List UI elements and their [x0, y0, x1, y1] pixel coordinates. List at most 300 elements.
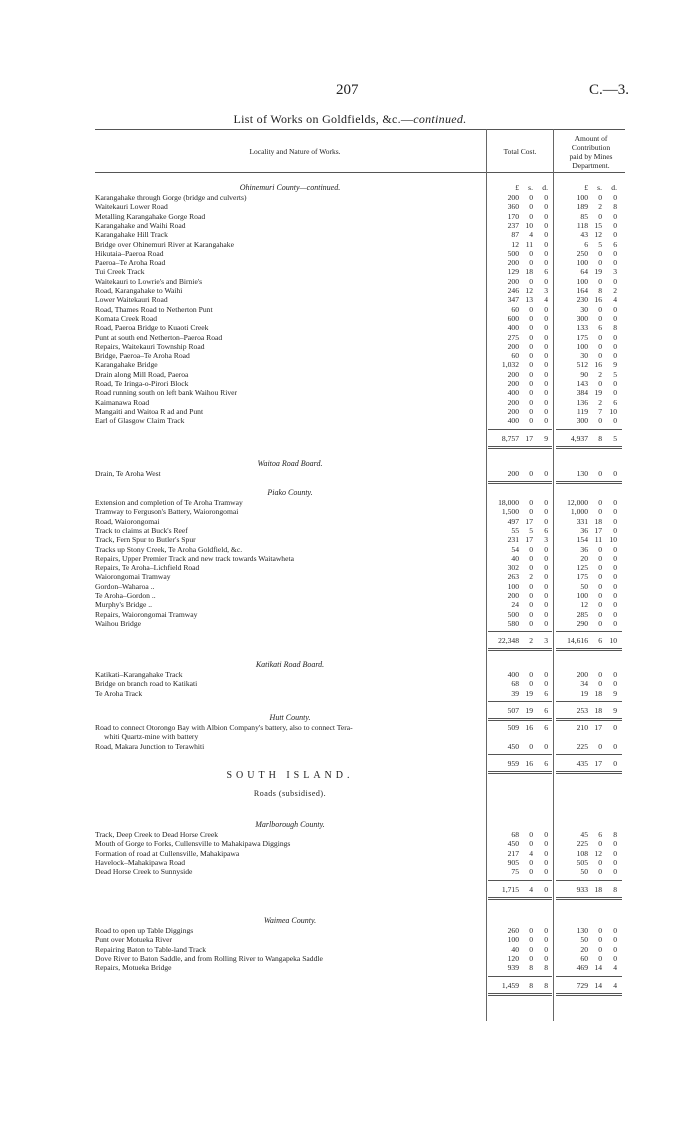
- contribution-shillings: 0: [598, 258, 602, 268]
- work-locality: Tui Creek Track: [95, 267, 145, 277]
- total-cost-pounds: 12: [511, 239, 519, 249]
- contribution-pence: 0: [613, 276, 617, 286]
- contribution-pounds: 118: [576, 220, 588, 230]
- section-heading: Piako County.: [267, 488, 313, 497]
- contribution-shillings: 17: [594, 723, 602, 732]
- section-total-contribution-pounds: 253: [576, 705, 588, 715]
- total-cost-pence: 0: [544, 848, 548, 858]
- total-cost-shillings: 0: [529, 839, 533, 849]
- total-cost-shillings: 0: [529, 600, 533, 610]
- contribution-shillings: 0: [598, 507, 602, 517]
- work-locality: Road, Te Iringa-o-Pirori Block: [95, 379, 189, 388]
- total-cost-pounds: 54: [511, 544, 519, 554]
- contribution-pounds: 143: [576, 379, 588, 388]
- currency-row: [0, 183, 700, 192]
- total-cost-pence: 0: [544, 572, 548, 582]
- total-cost-pounds: 275: [507, 332, 519, 342]
- contribution-shillings: 0: [598, 935, 602, 945]
- section-total-cost-pence: 6: [544, 705, 548, 715]
- section-total-contribution-pence: 10: [609, 636, 617, 646]
- total-cost-pounds: 170: [507, 211, 519, 221]
- table-row: [0, 267, 700, 276]
- total-cost-pence: 0: [544, 258, 548, 268]
- table-row: [0, 249, 700, 258]
- work-locality: Road, Makara Junction to Terawhiti: [95, 741, 205, 751]
- contribution-pence: 0: [613, 211, 617, 221]
- contribution-pounds: 164: [576, 286, 588, 295]
- table-row: [0, 314, 700, 323]
- section-total-cost-shillings: 8: [529, 980, 533, 990]
- contribution-pence: 0: [613, 839, 617, 849]
- roads-subheading: Roads (subsidised).: [253, 789, 327, 798]
- contribution-pounds: 85: [580, 211, 588, 221]
- total-cost-shillings: 17: [525, 516, 533, 526]
- table-row: [0, 398, 700, 407]
- section-total-row: [0, 885, 700, 894]
- total-cost-pounds: 200: [507, 591, 519, 600]
- contribution-shillings: 0: [598, 581, 602, 591]
- total-cost-pence: 0: [544, 679, 548, 689]
- work-locality: Te Aroha–Gordon ..: [95, 591, 156, 600]
- total-cost-shillings: 0: [529, 609, 533, 619]
- total-cost-shillings: 0: [529, 323, 533, 333]
- work-locality: Repairing Baton to Table-land Track: [95, 944, 207, 954]
- table-row: [0, 935, 700, 944]
- work-locality: Tramway to Ferguson's Battery, Waiorongomai: [95, 507, 239, 517]
- header-total: Total Cost.: [503, 147, 537, 156]
- total-cost-pounds: 200: [507, 193, 519, 202]
- contribution-shillings: 0: [598, 544, 602, 554]
- total-cost-pounds: 129: [507, 267, 519, 277]
- contribution-pounds: 175: [576, 332, 588, 342]
- contribution-shillings: 6: [598, 323, 602, 333]
- contribution-shillings: 11: [594, 535, 602, 545]
- contribution-pence: 0: [613, 723, 617, 732]
- work-locality: Track, Deep Creek to Dead Horse Creek: [95, 830, 219, 839]
- subtotal-rule-total: [488, 880, 552, 881]
- double-rule-total: [488, 648, 552, 651]
- contribution-pence: 0: [613, 741, 617, 751]
- total-cost-shillings: 0: [529, 360, 533, 370]
- contribution-shillings: 0: [598, 563, 602, 573]
- currency-total-pence: d.: [542, 183, 548, 192]
- table-row: [0, 517, 700, 526]
- contribution-pounds: 300: [576, 416, 588, 426]
- contribution-shillings: 17: [594, 525, 602, 535]
- table-row: [0, 732, 700, 741]
- contribution-pence: 0: [613, 388, 617, 398]
- section-total-cost-pence: 9: [544, 433, 548, 443]
- total-cost-pounds: 939: [507, 963, 519, 973]
- contribution-pounds: 100: [576, 341, 588, 351]
- total-cost-pounds: 400: [507, 388, 519, 398]
- total-cost-shillings: 12: [525, 286, 533, 295]
- work-locality: Road, Karangahake to Waihi: [95, 286, 183, 295]
- total-cost-shillings: 0: [529, 406, 533, 416]
- contribution-pounds: 175: [576, 572, 588, 582]
- table-row: [0, 286, 700, 295]
- section-total-contribution-shillings: 18: [594, 705, 602, 715]
- currency-total-pounds: £: [515, 183, 519, 192]
- total-cost-pounds: 200: [507, 369, 519, 379]
- contribution-pounds: 108: [576, 848, 588, 858]
- total-cost-pence: 0: [544, 193, 548, 202]
- table-row: [0, 360, 700, 369]
- contribution-pounds: 331: [576, 516, 588, 526]
- section-total-contribution-pence: 9: [613, 705, 617, 715]
- contribution-pence: 0: [613, 563, 617, 573]
- total-cost-pounds: 1,500: [501, 507, 519, 517]
- section-heading: Katikati Road Board.: [255, 660, 325, 669]
- contribution-shillings: 0: [598, 839, 602, 849]
- contribution-shillings: 0: [598, 416, 602, 426]
- contribution-shillings: 0: [598, 498, 602, 507]
- contribution-shillings: 16: [594, 295, 602, 305]
- contribution-pence: 0: [613, 857, 617, 867]
- section-total-contribution-pounds: 933: [576, 884, 588, 894]
- total-cost-pence: 0: [544, 618, 548, 628]
- work-locality: Dove River to Baton Saddle, and from Rolling River to Wangapeka Saddle: [95, 953, 323, 963]
- contribution-pence: 0: [613, 220, 617, 230]
- total-cost-pounds: 200: [507, 469, 519, 478]
- section-total-contribution-shillings: 6: [598, 636, 602, 646]
- table-row: [0, 582, 700, 591]
- currency-contribution-shillings: s.: [597, 183, 602, 192]
- table-row: [0, 277, 700, 286]
- work-locality: Waitekauri to Lowrie's and Birnie's: [95, 276, 203, 286]
- total-cost-pence: 0: [544, 276, 548, 286]
- total-cost-pence: 4: [544, 295, 548, 305]
- total-cost-shillings: 0: [529, 258, 533, 268]
- table-row: [0, 963, 700, 972]
- contribution-pence: 0: [613, 848, 617, 858]
- total-cost-pence: 0: [544, 926, 548, 935]
- section-total-contribution-pence: 4: [613, 980, 617, 990]
- total-cost-pounds: 24: [511, 600, 519, 610]
- contribution-pounds: 20: [580, 553, 588, 563]
- contribution-pounds: 119: [576, 406, 588, 416]
- double-rule-contribution: [556, 718, 622, 721]
- table-row: [0, 240, 700, 249]
- work-locality: Repairs, Waiorongomai Tramway: [95, 609, 198, 619]
- work-locality: Te Aroha Track: [95, 688, 143, 698]
- subtotal-rule-contribution: [556, 631, 622, 632]
- contribution-pence: 10: [609, 535, 617, 545]
- contribution-pounds: 130: [576, 469, 588, 478]
- double-rule-total: [488, 897, 552, 900]
- total-cost-pounds: 600: [507, 313, 519, 323]
- total-cost-pounds: 509: [507, 723, 519, 732]
- table-row: [0, 416, 700, 425]
- work-locality: Karangahake and Waihi Road: [95, 220, 186, 230]
- total-cost-pounds: 246: [507, 286, 519, 295]
- contribution-shillings: 0: [598, 341, 602, 351]
- total-cost-pence: 0: [544, 830, 548, 839]
- subtotal-rule-total: [488, 701, 552, 702]
- contribution-pounds: 250: [576, 248, 588, 258]
- total-cost-pence: 0: [544, 670, 548, 679]
- table-row: [0, 305, 700, 314]
- table-row: [0, 679, 700, 688]
- total-cost-shillings: 0: [529, 211, 533, 221]
- total-cost-pounds: 400: [507, 323, 519, 333]
- table-row: [0, 333, 700, 342]
- total-cost-shillings: 0: [529, 741, 533, 751]
- contribution-pounds: 225: [576, 741, 588, 751]
- table-row: [0, 689, 700, 698]
- contribution-pounds: 34: [580, 679, 588, 689]
- contribution-pounds: 43: [580, 230, 588, 240]
- section-total-contribution-pounds: 4,937: [570, 433, 588, 443]
- contribution-shillings: 15: [594, 220, 602, 230]
- contribution-pounds: 100: [576, 591, 588, 600]
- contribution-shillings: 7: [598, 406, 602, 416]
- contribution-shillings: 0: [598, 469, 602, 478]
- total-cost-shillings: 0: [529, 857, 533, 867]
- double-rule-total: [488, 718, 552, 721]
- section-total-cost-pence: 0: [544, 884, 548, 894]
- total-cost-pounds: 55: [511, 525, 519, 535]
- contribution-pence: 0: [613, 553, 617, 563]
- contribution-pounds: 100: [576, 193, 588, 202]
- table-row: [0, 323, 700, 332]
- total-cost-pounds: 200: [507, 397, 519, 407]
- section-total-cost-shillings: 2: [529, 636, 533, 646]
- contribution-pence: 0: [613, 313, 617, 323]
- section-heading: Hutt County.: [269, 713, 311, 722]
- contribution-pounds: 36: [580, 544, 588, 554]
- total-cost-pence: 0: [544, 944, 548, 954]
- total-cost-pence: 0: [544, 507, 548, 517]
- contribution-pence: 3: [613, 267, 617, 277]
- work-locality: Hikutaia–Paeroa Road: [95, 248, 164, 258]
- total-cost-shillings: 4: [529, 230, 533, 240]
- contribution-pounds: 189: [576, 202, 588, 212]
- contribution-pounds: 64: [580, 267, 588, 277]
- total-cost-shillings: 0: [529, 248, 533, 258]
- total-cost-pence: 0: [544, 341, 548, 351]
- total-cost-shillings: 0: [529, 563, 533, 573]
- double-rule-total: [488, 481, 552, 484]
- total-cost-pence: 0: [544, 248, 548, 258]
- contribution-shillings: 8: [598, 286, 602, 295]
- total-cost-shillings: 0: [529, 830, 533, 839]
- contribution-shillings: 0: [598, 679, 602, 689]
- contribution-pence: 0: [613, 867, 617, 877]
- double-rule-contribution: [556, 993, 622, 996]
- subtotal-rule-contribution: [556, 754, 622, 755]
- table-row: [0, 572, 700, 581]
- contribution-pence: 4: [613, 963, 617, 973]
- total-cost-shillings: 0: [529, 351, 533, 361]
- work-locality: Dead Horse Creek to Sunnyside: [95, 867, 193, 877]
- contribution-shillings: 19: [594, 388, 602, 398]
- total-cost-pounds: 200: [507, 276, 519, 286]
- total-cost-pounds: 580: [507, 618, 519, 628]
- total-cost-pence: 0: [544, 516, 548, 526]
- contribution-pounds: 133: [576, 323, 588, 333]
- contribution-pounds: 12: [580, 600, 588, 610]
- section-total-cost-pounds: 1,715: [501, 884, 519, 894]
- work-locality: Murphy's Bridge ..: [95, 600, 153, 610]
- total-cost-pence: 6: [544, 525, 548, 535]
- section-total-cost-shillings: 17: [525, 433, 533, 443]
- total-cost-pounds: 100: [507, 581, 519, 591]
- contribution-shillings: 0: [598, 857, 602, 867]
- subtotal-rule-contribution: [556, 429, 622, 430]
- total-cost-pounds: 263: [507, 572, 519, 582]
- contribution-pounds: 50: [580, 581, 588, 591]
- contribution-pence: 0: [613, 516, 617, 526]
- contribution-shillings: 0: [598, 944, 602, 954]
- contribution-pence: 0: [613, 591, 617, 600]
- contribution-pence: 0: [613, 469, 617, 478]
- contribution-pounds: 154: [576, 535, 588, 545]
- work-locality: Lower Waitekauri Road: [95, 295, 168, 305]
- document-reference: C.—3.: [589, 82, 630, 98]
- contribution-pounds: 125: [576, 563, 588, 573]
- contribution-pence: 8: [613, 830, 617, 839]
- table-row: [0, 526, 700, 535]
- contribution-shillings: 14: [594, 963, 602, 973]
- work-locality: Road to open up Table Diggings: [95, 926, 194, 935]
- table-row: [0, 849, 700, 858]
- work-locality: Road, Waiorongomai: [95, 516, 160, 526]
- table-row: [0, 202, 700, 211]
- total-cost-pounds: 18,000: [498, 498, 519, 507]
- double-rule-contribution: [556, 446, 622, 449]
- table-row: [0, 379, 700, 388]
- contribution-pence: 0: [613, 379, 617, 388]
- work-locality: Tracks up Stony Creek, Te Aroha Goldfield, &c.: [95, 544, 243, 554]
- contribution-shillings: 2: [598, 369, 602, 379]
- table-row: [0, 295, 700, 304]
- total-cost-pounds: 39: [511, 688, 519, 698]
- contribution-shillings: 2: [598, 397, 602, 407]
- total-cost-pounds: 347: [507, 295, 519, 305]
- double-rule-total: [488, 446, 552, 449]
- currency-total-shillings: s.: [528, 183, 533, 192]
- contribution-pounds: 100: [576, 276, 588, 286]
- total-cost-pence: 0: [544, 553, 548, 563]
- work-locality: Extension and completion of Te Aroha Tramway: [95, 498, 243, 507]
- table-row: [0, 258, 700, 267]
- work-locality: Mangaiti and Waitoa R ad and Punt: [95, 406, 204, 416]
- total-cost-pounds: 302: [507, 563, 519, 573]
- contribution-shillings: 18: [594, 516, 602, 526]
- total-cost-pence: 0: [544, 416, 548, 426]
- total-cost-pounds: 60: [511, 351, 519, 361]
- total-cost-pence: 0: [544, 239, 548, 249]
- work-locality: Road to connect Otorongo Bay with Albion Company's battery, also to connect Tera-: [95, 723, 353, 732]
- work-locality: Kaimanawa Road: [95, 397, 150, 407]
- total-cost-shillings: 0: [529, 397, 533, 407]
- header-bottom-rule: [95, 172, 625, 173]
- total-cost-pounds: 68: [511, 830, 519, 839]
- total-cost-shillings: 0: [529, 553, 533, 563]
- total-cost-pence: 0: [544, 220, 548, 230]
- contribution-pounds: 30: [580, 304, 588, 314]
- total-cost-shillings: 17: [525, 535, 533, 545]
- contribution-pounds: 285: [576, 609, 588, 619]
- total-cost-pence: 0: [544, 211, 548, 221]
- contribution-pounds: 512: [576, 360, 588, 370]
- contribution-shillings: 0: [598, 332, 602, 342]
- total-cost-pounds: 40: [511, 553, 519, 563]
- work-locality: Earl of Glasgow Claim Track: [95, 416, 185, 426]
- total-cost-pounds: 450: [507, 741, 519, 751]
- total-cost-pounds: 68: [511, 679, 519, 689]
- work-locality: Metalling Karangahake Gorge Road: [95, 211, 206, 221]
- contribution-shillings: 0: [598, 741, 602, 751]
- work-locality: Bridge, Paeroa–Te Aroha Road: [95, 351, 190, 361]
- subtotal-rule-total: [488, 429, 552, 430]
- work-locality: Gordon–Waharoa ..: [95, 581, 155, 591]
- contribution-pence: 2: [613, 286, 617, 295]
- contribution-pence: 0: [613, 498, 617, 507]
- contribution-shillings: 0: [598, 248, 602, 258]
- subtotal-rule-total: [488, 976, 552, 977]
- total-cost-pence: 3: [544, 286, 548, 295]
- section-total-contribution-pounds: 435: [576, 758, 588, 768]
- total-cost-pounds: 200: [507, 258, 519, 268]
- contribution-pence: 0: [613, 670, 617, 679]
- double-rule-contribution: [556, 771, 622, 774]
- total-cost-pence: 0: [544, 609, 548, 619]
- total-cost-pounds: 360: [507, 202, 519, 212]
- contribution-pounds: 60: [580, 953, 588, 963]
- contribution-shillings: 0: [598, 211, 602, 221]
- total-cost-shillings: 5: [529, 525, 533, 535]
- work-locality: Drain, Te Aroha West: [95, 469, 161, 478]
- contribution-shillings: 0: [598, 351, 602, 361]
- work-locality: Road running south on left bank Waihou River: [95, 388, 238, 398]
- contribution-pence: 0: [613, 258, 617, 268]
- section-heading: Ohinemuri County—continued.: [239, 183, 341, 192]
- table-row: [0, 954, 700, 963]
- total-cost-shillings: 11: [525, 239, 533, 249]
- total-cost-shillings: 18: [525, 267, 533, 277]
- work-locality: Havelock–Mahakipawa Road: [95, 857, 186, 867]
- table-row: [0, 742, 700, 751]
- total-cost-pounds: 87: [511, 230, 519, 240]
- work-locality: Road, Paeroa Bridge to Kuaoti Creek: [95, 323, 209, 333]
- contribution-shillings: 0: [598, 926, 602, 935]
- total-cost-pence: 0: [544, 202, 548, 212]
- total-cost-shillings: 13: [525, 295, 533, 305]
- work-locality: Bridge on branch road to Katikati: [95, 679, 198, 689]
- contribution-pence: 0: [613, 351, 617, 361]
- contribution-shillings: 2: [598, 202, 602, 212]
- total-cost-pence: 0: [544, 953, 548, 963]
- work-locality: Formation of road at Cullensville, Mahakipawa: [95, 848, 240, 858]
- contribution-pence: 0: [613, 600, 617, 610]
- total-cost-shillings: 2: [529, 572, 533, 582]
- section-total-contribution-pence: 0: [613, 758, 617, 768]
- contribution-pounds: 225: [576, 839, 588, 849]
- table-row: [0, 370, 700, 379]
- header-locality: Locality and Nature of Works.: [249, 147, 341, 156]
- double-rule-total: [488, 771, 552, 774]
- total-cost-shillings: 0: [529, 379, 533, 388]
- table-row: [0, 388, 700, 397]
- table-row: [0, 945, 700, 954]
- total-cost-pence: 8: [544, 963, 548, 973]
- total-cost-shillings: 0: [529, 469, 533, 478]
- total-cost-pounds: 260: [507, 926, 519, 935]
- total-cost-pounds: 237: [507, 220, 519, 230]
- total-cost-shillings: 0: [529, 591, 533, 600]
